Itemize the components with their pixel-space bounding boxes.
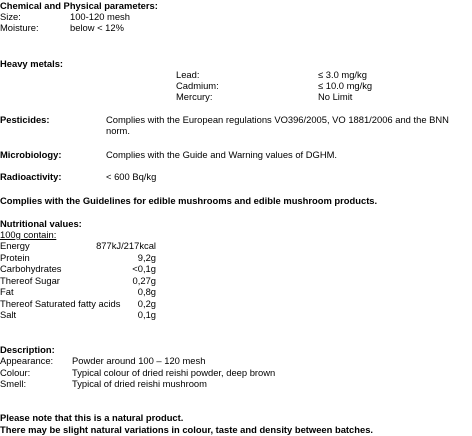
heavy-cadmium-value: ≤ 10.0 mg/kg <box>318 80 373 91</box>
nutrition-row-value: <0,1g <box>132 263 156 274</box>
note-line1: Please note that this is a natural product. <box>0 412 184 423</box>
nutrition-subheading: 100g contain: <box>0 229 57 240</box>
nutrition-row-value: 0,8g <box>137 286 156 297</box>
nutrition-row-value: 0,2g <box>137 298 156 309</box>
description-colour-value: Typical colour of dried reishi powder, deep brown <box>72 367 276 378</box>
note-line2: There may be slight natural variations in colour, taste and density between batches. <box>0 424 374 435</box>
nutrition-row-value: 0,27g <box>132 275 156 286</box>
microbiology-value: Complies with the Guide and Warning values of DGHM. <box>106 149 338 160</box>
nutrition-row-value: 0,1g <box>137 309 156 320</box>
nutrition-row-label: Protein <box>0 252 30 263</box>
nutrition-row-label: Energy <box>0 240 30 251</box>
pesticides-value-line1: Complies with the European regulations VO396/2005, VO 1881/2006 and the BNN <box>106 114 449 125</box>
description-smell-value: Typical of dried reishi mushroom <box>72 378 207 389</box>
heavy-mercury-label: Mercury: <box>176 91 213 102</box>
guidelines-statement: Complies with the Guidelines for edible mushrooms and edible mushroom products. <box>0 195 378 206</box>
microbiology-label: Microbiology: <box>0 149 62 160</box>
heavy-lead-value: ≤ 3.0 mg/kg <box>318 69 367 80</box>
nutrition-row-value: 877kJ/217kcal <box>96 240 156 251</box>
nutrition-row-label: Carbohydrates <box>0 263 62 274</box>
description-colour-label: Colour: <box>0 367 31 378</box>
description-appearance-label: Appearance: <box>0 355 54 366</box>
chem-moisture-label: Moisture: <box>0 22 39 33</box>
nutrition-row-value: 9,2g <box>137 252 156 263</box>
nutrition-row-label: Thereof Saturated fatty acids <box>0 298 121 309</box>
radioactivity-value: < 600 Bq/kg <box>106 171 157 182</box>
pesticides-label: Pesticides: <box>0 114 50 125</box>
nutrition-row-label: Fat <box>0 286 14 297</box>
chem-moisture-value: below < 12% <box>70 22 124 33</box>
radioactivity-label: Radioactivity: <box>0 171 62 182</box>
heavy-metals-heading: Heavy metals: <box>0 58 64 69</box>
description-smell-label: Smell: <box>0 378 27 389</box>
description-appearance-value: Powder around 100 – 120 mesh <box>72 355 206 366</box>
description-heading: Description: <box>0 344 55 355</box>
heavy-lead-label: Lead: <box>176 69 200 80</box>
nutrition-heading: Nutritional values: <box>0 218 82 229</box>
chem-heading: Chemical and Physical parameters: <box>0 0 158 11</box>
heavy-cadmium-label: Cadmium: <box>176 80 219 91</box>
nutrition-row-label: Salt <box>0 309 17 320</box>
nutrition-row-label: Thereof Sugar <box>0 275 60 286</box>
pesticides-value-line2: norm. <box>106 125 130 136</box>
chem-size-value: 100-120 mesh <box>70 11 130 22</box>
heavy-mercury-value: No Limit <box>318 91 353 102</box>
chem-size-label: Size: <box>0 11 21 22</box>
